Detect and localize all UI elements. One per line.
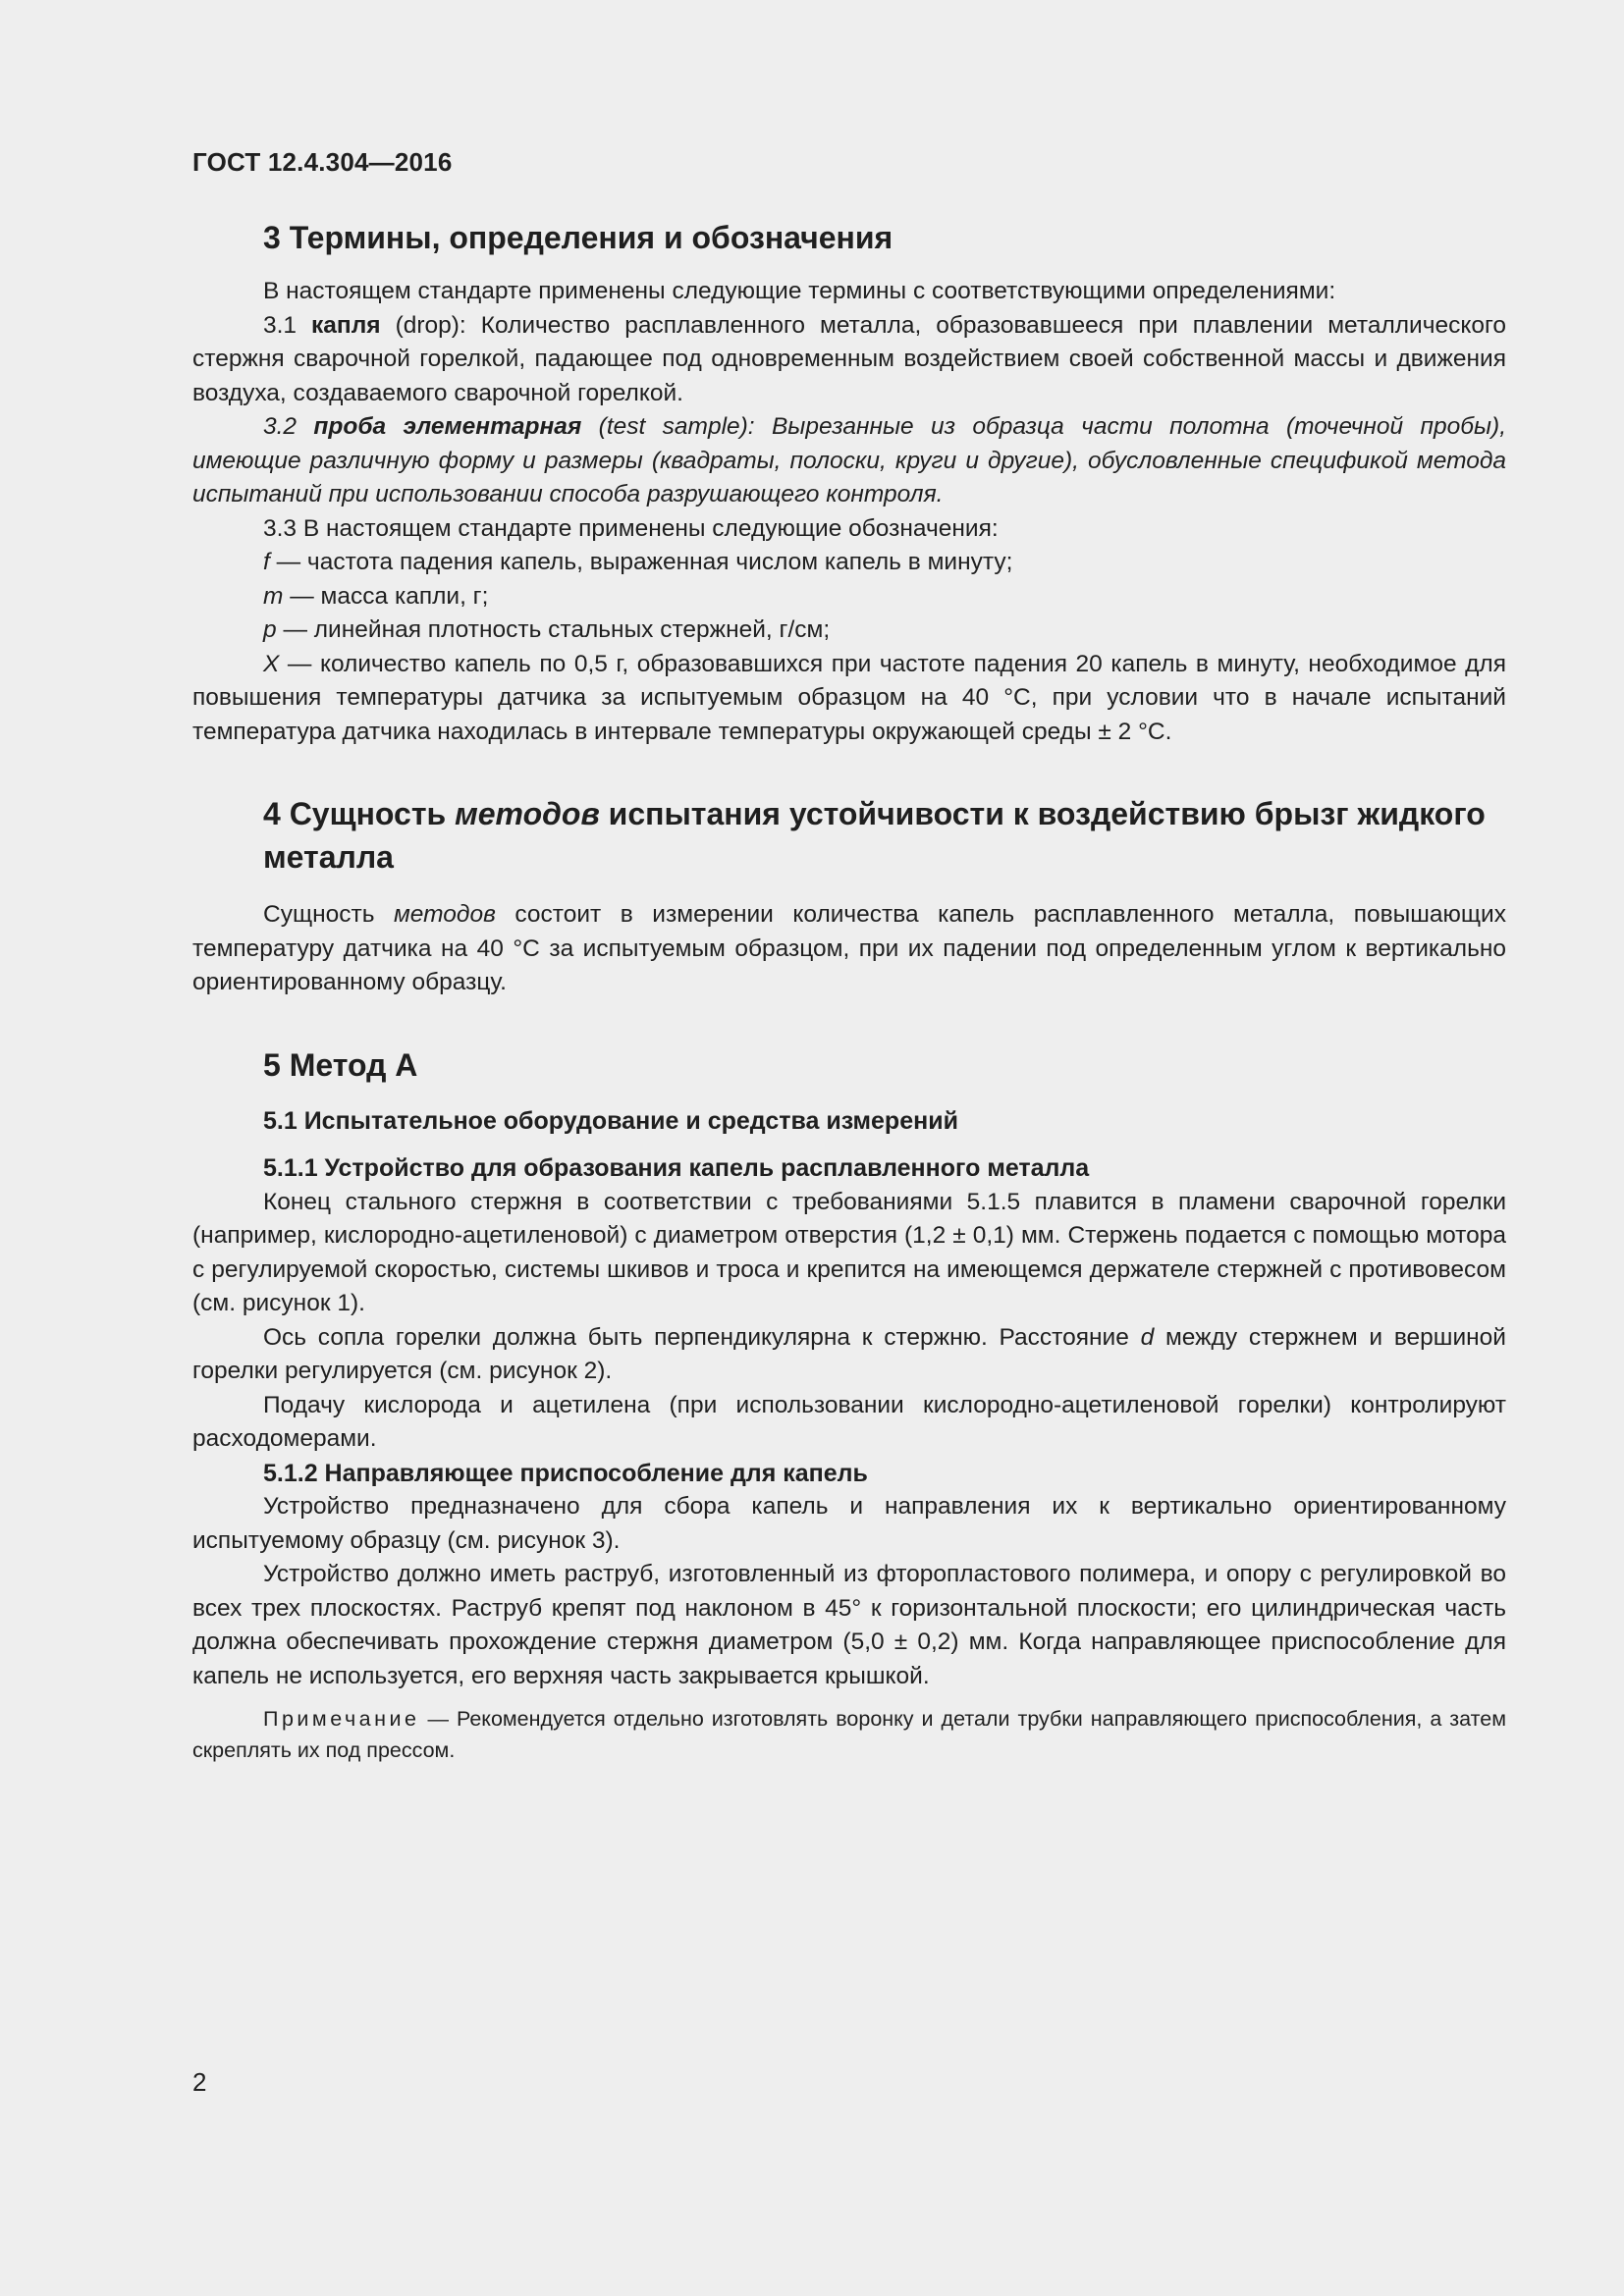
symbol-definition: — линейная плотность стальных стержней, г/см; bbox=[276, 616, 831, 643]
paragraph-5-1-1-c: Подачу кислорода и ацетилена (при использовании кислородно-ацетиленовой горелки) контролируют расходомерами. bbox=[192, 1391, 1506, 1452]
term-definition: (test sample): Вырезанные из образца части полотна (точечной пробы), имеющие различную форму и размеры (квадраты, полоски, круги и другие), обусловленные спецификой метода испытаний при использовании способа разрушающего контроля. bbox=[192, 413, 1507, 507]
page-content bbox=[192, 216, 1506, 1766]
term-3-1 bbox=[192, 309, 1506, 411]
section-4-title bbox=[192, 792, 1506, 879]
page-number: 2 bbox=[192, 2067, 207, 2097]
term-3-2 bbox=[192, 410, 1506, 512]
term-number: 3.2 bbox=[263, 413, 314, 440]
note bbox=[192, 1703, 1506, 1766]
symbol-definition: — количество капель по 0,5 г, образовавшихся при частоте падения 20 капель в минуту, необходимое для повышения температуры датчика за испытуемым образцом на 40 °С, при условии что в начале испытаний температура датчика находилась в интервале температуры окружающей среды ± 2 °С. bbox=[192, 650, 1506, 745]
text-part: между стержнем и вершиной горелки регулируется (см. рисунок 2). bbox=[192, 1323, 1506, 1384]
text-part: Ось сопла горелки должна быть перпендикулярна к стержню. Расстояние bbox=[263, 1323, 1141, 1351]
subsection-5-1-1: 5.1.1 Устройство для образования капель расплавленного металла bbox=[263, 1154, 1090, 1182]
section-5-title: 5 Метод А bbox=[263, 1046, 418, 1083]
section-3-intro: В настоящем стандарте применены следующие термины с соответствующими определениями: bbox=[263, 278, 1336, 304]
paragraph-5-1-2-b: Устройство должно иметь раструб, изготовленный из фторопластового полимера, и опору с регулировкой во всех трех плоскостях. Раструб крепят под наклоном в 45° к горизонтальной плоскости; его цилиндрическая часть должна обеспечивать прохождение стержня диаметром (5,0 ± 0,2) мм. Когда направляющее приспособление для капель не используется, его верхняя часть закрывается крышкой. bbox=[192, 1561, 1506, 1689]
symbol: m bbox=[263, 582, 284, 610]
section-3-title: 3 Термины, определения и обозначения bbox=[263, 220, 893, 255]
text-part-italic: методов bbox=[394, 901, 496, 928]
title-part: испытания устойчивости к воздействию брызг жидкого металла bbox=[263, 796, 1486, 875]
note-label: Примечание bbox=[263, 1707, 420, 1731]
term-definition: (drop): Количество расплавленного металла, образовавшееся при плавлении металлического стержня сварочной горелкой, падающее под одновременным воздействием своей собственной массы и движения воздуха, создаваемого сварочной горелкой. bbox=[192, 311, 1507, 406]
symbol: f bbox=[263, 549, 270, 575]
title-part: 4 Сущность bbox=[263, 796, 456, 831]
subsection-5-1: 5.1 Испытательное оборудование и средства измерений bbox=[263, 1106, 958, 1135]
section-4-paragraph bbox=[192, 898, 1506, 1000]
symbol-x bbox=[192, 648, 1506, 750]
symbol: X bbox=[263, 650, 280, 677]
distance-symbol: d bbox=[1140, 1323, 1155, 1351]
symbol: p bbox=[263, 616, 277, 643]
symbol-p bbox=[192, 614, 1506, 648]
term-name: проба элементарная bbox=[313, 413, 582, 440]
term-3-3: 3.3 В настоящем стандарте применены следующие обозначения: bbox=[263, 514, 999, 542]
text-part: Сущность bbox=[263, 901, 395, 928]
paragraph-5-1-1-a: Конец стального стержня в соответствии с требованиями 5.1.5 плавится в пламени сварочной горелки (например, кислородно-ацетиленовой) с диаметром отверстия (1,2 ± 0,1) мм. Стержень подается с помощью мотора с регулируемой скоростью, системы шкивов и троса и крепится на имеющемся держателе стержней с противовесом (см. рисунок 1). bbox=[192, 1188, 1506, 1316]
note-text: — Рекомендуется отдельно изготовлять воронку и детали трубки направляющего приспособления, а затем скреплять их под прессом. bbox=[192, 1707, 1506, 1762]
symbol-f bbox=[192, 546, 1506, 580]
paragraph-5-1-1-b bbox=[192, 1321, 1506, 1389]
document-code: ГОСТ 12.4.304—2016 bbox=[192, 147, 453, 177]
symbol-m bbox=[192, 580, 1506, 614]
term-name: капля bbox=[311, 311, 381, 339]
text-part: состоит в измерении количества капель расплавленного металла, повышающих температуру датчика на 40 °С за испытуемым образцом, при их падении под определенным углом к вертикально ориентированному образцу. bbox=[192, 901, 1506, 995]
paragraph-5-1-2-a: Устройство предназначено для сбора капель и направления их к вертикально ориентированному испытуемому образцу (см. рисунок 3). bbox=[192, 1493, 1506, 1554]
symbol-definition: — частота падения капель, выраженная числом капель в минуту; bbox=[269, 549, 1013, 575]
subsection-5-1-2: 5.1.2 Направляющее приспособление для капель bbox=[263, 1459, 868, 1487]
title-part-italic: методов bbox=[455, 796, 600, 831]
symbol-definition: — масса капли, г; bbox=[283, 582, 489, 610]
term-number: 3.1 bbox=[263, 311, 312, 339]
